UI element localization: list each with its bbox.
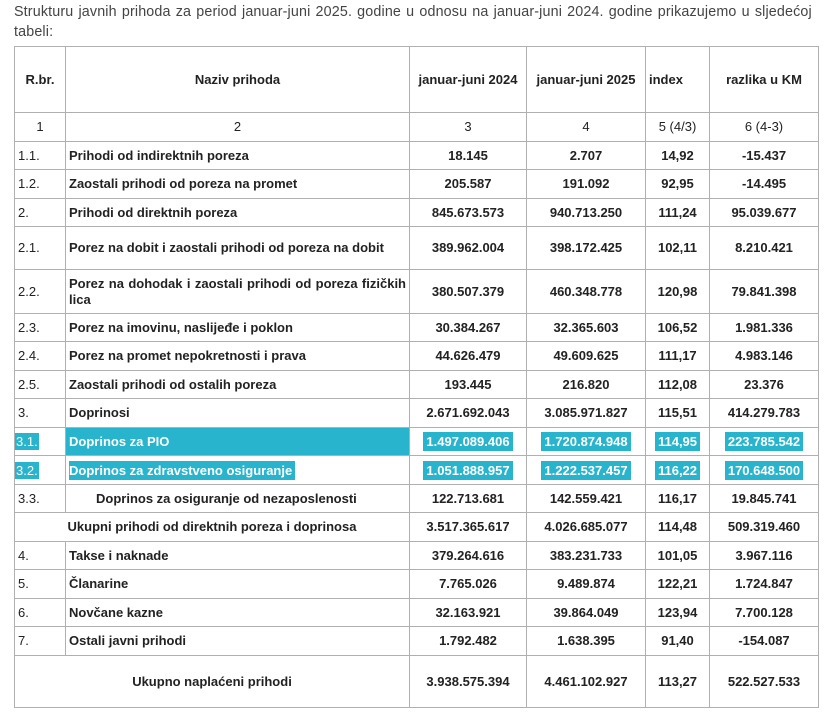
row-naziv: Ukupno naplaćeni prihodi — [15, 656, 410, 708]
row-2025: 1.720.874.948 — [541, 432, 630, 451]
row-index: 122,21 — [646, 570, 710, 599]
row-naziv: Porez na promet nepokretnosti i prava — [66, 342, 410, 371]
header-index: index — [646, 47, 710, 113]
row-razlika: 79.841.398 — [710, 270, 819, 314]
row-rbr: 2.1. — [15, 227, 66, 270]
column-number-row — [15, 113, 819, 142]
row-razlika: 509.319.460 — [710, 513, 819, 542]
colnum: 5 (4/3) — [646, 113, 710, 142]
table-row — [15, 314, 819, 342]
row-naziv: Porez na dobit i zaostali prihodi od poreza na dobit — [66, 227, 410, 270]
row-rbr: 2.4. — [15, 342, 66, 371]
row-rbr: 1.2. — [15, 170, 66, 199]
row-naziv: Porez na imovinu, naslijeđe i poklon — [66, 314, 410, 342]
row-naziv: Prihodi od indirektnih poreza — [66, 142, 410, 170]
intro-paragraph: Strukturu javnih prihoda za period januar-juni 2025. godine u odnosu na januar-juni 2024. godine prikazujemo u sljedećoj tabeli: — [14, 4, 812, 40]
row-rbr: 2.3. — [15, 314, 66, 342]
row-rbr: 3.3. — [15, 485, 66, 513]
colnum: 1 — [15, 113, 66, 142]
row-2024: 205.587 — [410, 170, 527, 199]
row-razlika: 414.279.783 — [710, 399, 819, 428]
row-2024: 44.626.479 — [410, 342, 527, 371]
row-razlika: 1.724.847 — [710, 570, 819, 599]
table-row — [15, 399, 819, 428]
row-2025: 383.231.733 — [527, 542, 646, 570]
table-row — [15, 199, 819, 227]
row-razlika: 8.210.421 — [710, 227, 819, 270]
row-2024: 18.145 — [410, 142, 527, 170]
header-razlika: razlika u KM — [710, 47, 819, 113]
row-rbr: 1.1. — [15, 142, 66, 170]
row-naziv: Doprinos za PIO — [66, 428, 410, 456]
table-header-row — [15, 47, 819, 113]
table-row — [15, 170, 819, 199]
colnum: 3 — [410, 113, 527, 142]
row-razlika: -14.495 — [710, 170, 819, 199]
table-row — [15, 627, 819, 656]
row-2024: 380.507.379 — [410, 270, 527, 314]
row-2025: 32.365.603 — [527, 314, 646, 342]
row-razlika: 3.967.116 — [710, 542, 819, 570]
row-razlika: 522.527.533 — [710, 656, 819, 708]
row-rbr: 5. — [15, 570, 66, 599]
row-index: 106,52 — [646, 314, 710, 342]
row-2024: 122.713.681 — [410, 485, 527, 513]
row-razlika: -15.437 — [710, 142, 819, 170]
row-2024: 845.673.573 — [410, 199, 527, 227]
row-index: 92,95 — [646, 170, 710, 199]
row-rbr: 6. — [15, 599, 66, 627]
row-naziv: Takse i naknade — [66, 542, 410, 570]
table-row — [15, 599, 819, 627]
row-2024: 32.163.921 — [410, 599, 527, 627]
table-row-selected — [15, 428, 819, 456]
header-2025: januar-juni 2025 — [527, 47, 646, 113]
row-index: 123,94 — [646, 599, 710, 627]
header-rbr: R.br. — [15, 47, 66, 113]
row-rbr: 3. — [15, 399, 66, 428]
row-razlika: 19.845.741 — [710, 485, 819, 513]
row-index: 116,22 — [655, 461, 700, 480]
row-2025: 1.638.395 — [527, 627, 646, 656]
row-index: 91,40 — [646, 627, 710, 656]
row-2025: 940.713.250 — [527, 199, 646, 227]
row-naziv: Doprinosi — [66, 399, 410, 428]
header-2024: januar-juni 2024 — [410, 47, 527, 113]
row-razlika: 223.785.542 — [725, 432, 803, 451]
row-rbr: 2.5. — [15, 371, 66, 399]
table-row — [15, 485, 819, 513]
row-naziv: Ukupni prihodi od direktnih poreza i doprinosa — [15, 513, 410, 542]
row-index: 113,27 — [646, 656, 710, 708]
table-row-selected — [15, 456, 819, 485]
row-rbr: 2.2. — [15, 270, 66, 314]
row-naziv: Porez na dohodak i zaostali prihodi od poreza fizičkih lica — [66, 270, 410, 314]
table-row-subtotal — [15, 513, 819, 542]
row-index: 120,98 — [646, 270, 710, 314]
row-index: 112,08 — [646, 371, 710, 399]
row-naziv: Doprinos za zdravstveno osiguranje — [69, 461, 295, 480]
row-rbr: 4. — [15, 542, 66, 570]
row-index: 115,51 — [646, 399, 710, 428]
row-naziv: Članarine — [66, 570, 410, 599]
header-naziv: Naziv prihoda — [66, 47, 410, 113]
table-row — [15, 570, 819, 599]
row-2024: 389.962.004 — [410, 227, 527, 270]
table-row — [15, 542, 819, 570]
row-index: 116,17 — [646, 485, 710, 513]
row-2025: 191.092 — [527, 170, 646, 199]
row-2024: 1.497.089.406 — [423, 432, 512, 451]
row-rbr: 2. — [15, 199, 66, 227]
row-razlika: 95.039.677 — [710, 199, 819, 227]
colnum: 4 — [527, 113, 646, 142]
row-2024: 193.445 — [410, 371, 527, 399]
row-razlika: -154.087 — [710, 627, 819, 656]
row-2024: 30.384.267 — [410, 314, 527, 342]
row-razlika: 4.983.146 — [710, 342, 819, 371]
row-2025: 49.609.625 — [527, 342, 646, 371]
row-rbr: 3.2. — [16, 462, 38, 478]
row-rbr: 7. — [15, 627, 66, 656]
row-naziv: Prihodi od direktnih poreza — [66, 199, 410, 227]
row-razlika: 170.648.500 — [725, 461, 803, 480]
table-row — [15, 342, 819, 371]
row-index: 101,05 — [646, 542, 710, 570]
row-naziv: Zaostali prihodi od ostalih poreza — [66, 371, 410, 399]
row-naziv: Zaostali prihodi od poreza na promet — [66, 170, 410, 199]
row-index: 14,92 — [646, 142, 710, 170]
table-row — [15, 371, 819, 399]
row-index: 114,48 — [646, 513, 710, 542]
row-2024: 1.051.888.957 — [423, 461, 512, 480]
revenue-table — [14, 46, 819, 708]
row-2025: 216.820 — [527, 371, 646, 399]
row-2025: 1.222.537.457 — [541, 461, 630, 480]
row-2025: 3.085.971.827 — [527, 399, 646, 428]
row-2025: 39.864.049 — [527, 599, 646, 627]
row-2025: 9.489.874 — [527, 570, 646, 599]
row-2024: 2.671.692.043 — [410, 399, 527, 428]
row-2025: 2.707 — [527, 142, 646, 170]
row-2024: 379.264.616 — [410, 542, 527, 570]
row-2025: 460.348.778 — [527, 270, 646, 314]
row-index: 111,24 — [646, 199, 710, 227]
table-row — [15, 270, 819, 314]
table-row-total — [15, 656, 819, 708]
row-razlika: 1.981.336 — [710, 314, 819, 342]
table-row — [15, 142, 819, 170]
row-naziv: Novčane kazne — [66, 599, 410, 627]
colnum: 2 — [66, 113, 410, 142]
row-index: 102,11 — [646, 227, 710, 270]
row-rbr: 3.1. — [16, 434, 38, 449]
row-index: 111,17 — [646, 342, 710, 371]
row-2025: 4.461.102.927 — [527, 656, 646, 708]
row-2024: 7.765.026 — [410, 570, 527, 599]
row-2024: 3.517.365.617 — [410, 513, 527, 542]
row-2024: 1.792.482 — [410, 627, 527, 656]
row-razlika: 23.376 — [710, 371, 819, 399]
row-2025: 142.559.421 — [527, 485, 646, 513]
row-razlika: 7.700.128 — [710, 599, 819, 627]
row-naziv: Doprinos za osiguranje od nezaposlenosti — [66, 485, 410, 513]
colnum: 6 (4-3) — [710, 113, 819, 142]
row-2024: 3.938.575.394 — [410, 656, 527, 708]
row-2025: 398.172.425 — [527, 227, 646, 270]
row-naziv: Ostali javni prihodi — [66, 627, 410, 656]
table-row — [15, 227, 819, 270]
row-index: 114,95 — [655, 432, 700, 451]
row-2025: 4.026.685.077 — [527, 513, 646, 542]
